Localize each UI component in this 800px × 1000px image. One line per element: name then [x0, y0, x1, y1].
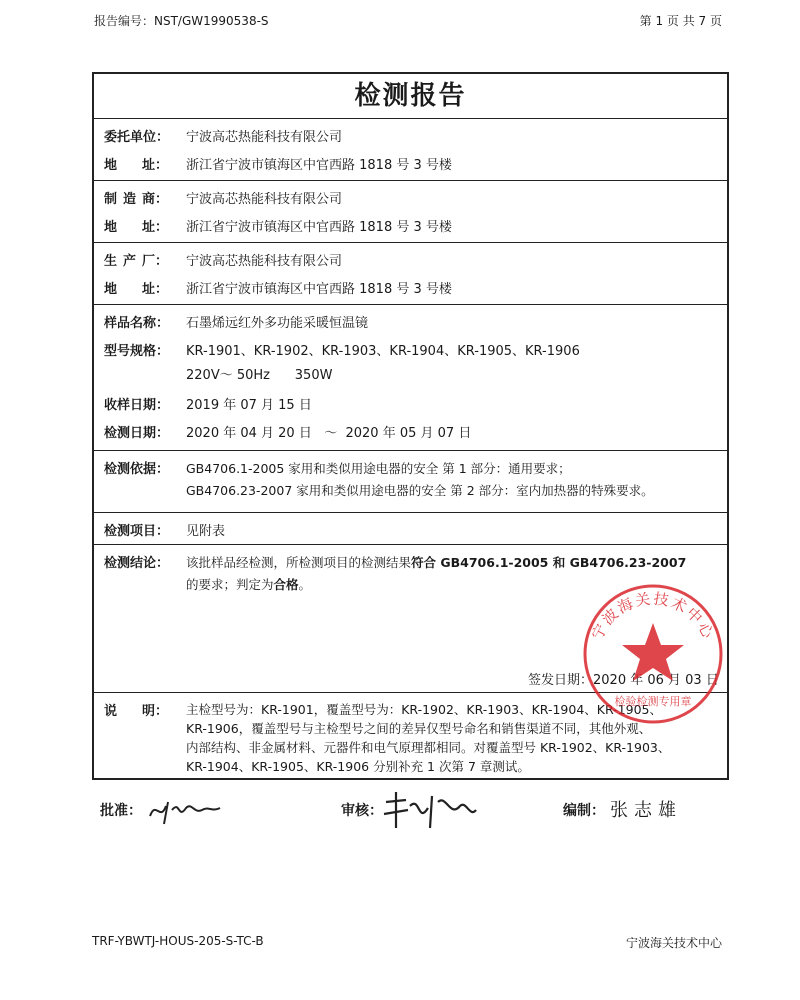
- factory-section: [94, 242, 727, 305]
- received-date-label: 收样日期：: [104, 398, 170, 413]
- footer-organization: 宁波海关技术中心: [625, 936, 722, 950]
- addr-char-1: 地: [104, 158, 118, 173]
- items-label: 检测项目：: [104, 524, 170, 539]
- svg-text:检验检测专用章: 检验检测专用章: [614, 695, 692, 708]
- form-number: TRF-YBWTJ-HOUS-205-S-TC-B: [92, 934, 264, 948]
- label-char: 商：: [141, 192, 168, 207]
- basis-section: [94, 450, 727, 513]
- reviewer-signature-icon: [380, 788, 480, 836]
- addr-char-2: 址：: [141, 282, 168, 297]
- test-date-label: 检测日期：: [104, 426, 170, 441]
- manufacturer-value: 宁波高芯热能科技有限公司: [186, 192, 343, 207]
- addr-char-2: 址：: [141, 158, 168, 173]
- conclusion-verdict: 合格: [273, 577, 299, 592]
- svg-text:宁波海关技术中心: 宁波海关技术中心: [588, 589, 718, 643]
- notes-label: [104, 700, 168, 719]
- sample-name: 石墨烯远红外多功能采暖恒温镜: [186, 316, 369, 331]
- rating-value: 220V～ 50Hz 350W: [186, 368, 333, 383]
- client-section: [94, 118, 727, 181]
- approve-label: 批准：: [100, 803, 142, 819]
- review-label: 审核：: [341, 803, 383, 819]
- manufacturer-address: 浙江省宁波市镇海区中官西路 1818 号 3 号楼: [186, 220, 452, 235]
- report-table: [92, 72, 729, 780]
- notes-line-2: KR-1906，覆盖型号与主检型号之间的差异仅型号命名和销售渠道不同，其他外观、: [186, 721, 652, 736]
- compile-label: 编制：: [563, 803, 605, 819]
- report-number: 报告编号：NST/GW1990538-S: [94, 14, 269, 28]
- issue-date: 签发日期：2020 年 06 月 03 日: [528, 673, 719, 688]
- basis-line-1: GB4706.1-2005 家用和类似用途电器的安全 第 1 部分：通用要求；: [186, 461, 571, 476]
- factory-address: 浙江省宁波市镇海区中官西路 1818 号 3 号楼: [186, 282, 452, 297]
- conclusion-period: 。: [298, 577, 312, 592]
- label-char: 制: [104, 192, 118, 207]
- test-date: 2020 年 04 月 20 日 ～ 2020 年 05 月 07 日: [186, 426, 472, 441]
- manufacturer-label: [104, 188, 168, 207]
- notes-line-1: 主检型号为：KR-1901，覆盖型号为：KR-1902、KR-1903、KR-1904、KR-1905、: [186, 702, 662, 717]
- client-value: 宁波高芯热能科技有限公司: [186, 130, 343, 145]
- client-address-label: [104, 154, 168, 173]
- items-section: [94, 512, 727, 545]
- factory-label: [104, 250, 168, 269]
- addr-char-2: 址：: [141, 220, 168, 235]
- conclusion-label: 检测结论：: [104, 556, 170, 571]
- addr-char-1: 地: [104, 220, 118, 235]
- label-char: 说: [104, 704, 118, 719]
- label-char: 产: [122, 254, 136, 269]
- conclusion-standards: 符合 GB4706.1-2005 和 GB4706.23-2007: [411, 555, 687, 570]
- client-address: 浙江省宁波市镇海区中官西路 1818 号 3 号楼: [186, 158, 452, 173]
- manufacturer-address-label: [104, 216, 168, 235]
- label-char: 造: [122, 192, 136, 207]
- factory-value: 宁波高芯热能科技有限公司: [186, 254, 343, 269]
- official-seal-icon: [578, 579, 728, 729]
- label-char: 明：: [141, 704, 168, 719]
- compiler-name: 张志雄: [610, 800, 682, 821]
- items-value: 见附表: [186, 524, 226, 539]
- notes-line-3: 内部结构、非金属材料、元器件和电气原理都相同。对覆盖型号 KR-1902、KR-1903、: [186, 740, 671, 755]
- sample-name-label: 样品名称：: [104, 316, 170, 331]
- conclusion-text-a: 该批样品经检测，所检测项目的检测结果: [186, 555, 412, 570]
- label-char: 生: [104, 254, 118, 269]
- notes-line-4: KR-1904、KR-1905、KR-1906 分别补充 1 次第 7 章测试。: [186, 759, 530, 774]
- basis-label: 检测依据：: [104, 462, 170, 477]
- sample-section: [94, 304, 727, 451]
- manufacturer-section: [94, 180, 727, 243]
- model-label: 型号规格：: [104, 344, 170, 359]
- conclusion-text-c: 的要求；判定为: [186, 577, 274, 592]
- model-value: KR-1901、KR-1902、KR-1903、KR-1904、KR-1905、KR-1906: [186, 344, 580, 359]
- basis-line-2: GB4706.23-2007 家用和类似用途电器的安全 第 2 部分：室内加热器的特殊要求。: [186, 483, 654, 498]
- factory-address-label: [104, 278, 168, 297]
- addr-char-1: 地: [104, 282, 118, 297]
- client-label: 委托单位：: [104, 130, 170, 145]
- received-date: 2019 年 07 月 15 日: [186, 398, 312, 413]
- approver-signature-icon: [146, 792, 226, 828]
- label-char: 厂：: [141, 254, 168, 269]
- report-title: 检测报告: [94, 74, 727, 119]
- page-indicator: 第 1 页 共 7 页: [639, 14, 722, 28]
